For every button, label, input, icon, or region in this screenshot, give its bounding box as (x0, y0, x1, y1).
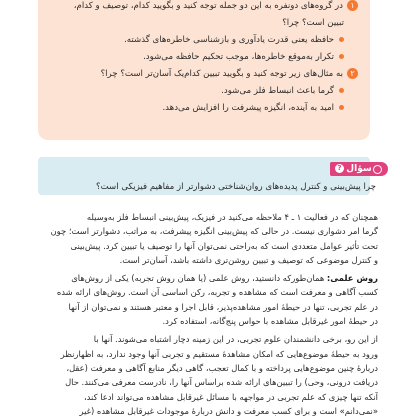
paragraph-line: گرما امر دشواری نیست. در حالی که پیش‌بینی انگیزه پیشرفت، به مراتب، دشوارتر است؛ چون (50, 226, 378, 237)
paragraph-line: از این رو، برخی دانشمندان علوم تجربی، در این زمینه دچار اشتباه می‌شوند. آنها با (93, 334, 378, 345)
paragraph-line: ورود به حیطهٔ موضوع‌هایی که امکان مشاهدهٔ مستقیم و تجربی آنها وجود ندارد، به اظهارنظر (60, 348, 378, 359)
scientific-method-term: روش علمی: (326, 273, 378, 284)
bullet-icon (339, 105, 344, 110)
activity-bullet (46, 100, 358, 116)
bullet-text: تکرار به‌موقع خاطره‌ها، موجب تحکیم حافظه می‌شود. (143, 52, 334, 62)
activity-bullet (46, 32, 358, 48)
question-mark-icon: ? (335, 164, 344, 173)
bullet-text: حافظه یعنی قدرت یادآوری و بازشناسی خاطره‌های گذشته. (124, 35, 334, 45)
activity-item-1 (46, 0, 358, 14)
question-title: سؤال (346, 164, 372, 174)
activity-item-1-cont (46, 15, 358, 31)
activity-number-badge: ۱ (347, 0, 358, 11)
question-dot-icon (373, 165, 382, 174)
body-text (24, 210, 378, 418)
paragraph-line: کسب آگاهی و معرفت است که مشاهده و تجربه، رکن اساسی آن است. روش‌های ارائه شده (56, 287, 378, 298)
activity-item-2 (46, 66, 358, 82)
activity-bullet (46, 49, 358, 65)
question-header (330, 162, 388, 176)
paragraph-line: «نمی‌دانم» است و برای کسب معرفت و دانش دربارهٔ موجودات غیرقابل مشاهده (غیر (79, 405, 378, 416)
paragraph-line: دریافت درونی، وحی) را تبیین‌های ارائه شده براساس آنها را، نادرست معرفی می‌کنند. حال (65, 377, 378, 388)
paragraph-line: آنکه تنها چیزی که علم تجربی در مواجهه با مسائل غیرقابل مشاهده می‌تواند ادعا کند، (83, 391, 378, 402)
bullet-icon (339, 37, 344, 42)
paragraph-line: همچنان که در فعالیت ۱ ـ ۴ ملاحظه می‌کنید در فیزیک، پیش‌بینی انبساط فلز به‌وسیله (86, 212, 378, 222)
question-text: چرا پیش‌بینی و کنترل پدیده‌های روان‌شناختی دشوارتر از مفاهیم فیزیکی است؟ (96, 182, 376, 192)
activity-bullet (46, 83, 358, 99)
paragraph-text: همان‌طورکه دانستید، روش علمی (یا همان روش تجربه) یکی از روش‌های (71, 273, 327, 284)
bullet-icon (339, 88, 344, 93)
activity-question-1: در گروه‌های دونفره به این دو جمله توجه کنید و بگویید کدام، توصیف و کدام، (73, 1, 343, 11)
bullet-text: گرما باعث انبساط فلز می‌شود. (221, 86, 334, 96)
activity-box (38, 0, 370, 140)
paragraph-line: در حیطهٔ امور غیرقابل مشاهده با حواس پنج‌گانه، استفاده کرد. (162, 316, 378, 327)
activity-question-2: به مثال‌های زیر توجه کنید و بگویید تبیین کدام‌یک آسان‌تر است؟ چرا؟ (100, 69, 343, 79)
paragraph-line: تحت تأثیر عوامل متعددی است که به‌راحتی نمی‌توان آنها را توصیف یا تبیین کرد. پیش‌بینی (70, 240, 378, 251)
paragraph-line (24, 271, 378, 285)
paragraph-line: و کنترل موضوعی که توصیف و تبیین روشن‌تری داشته باشد، آسان‌تر است. (119, 254, 378, 265)
paragraph-line: در علم تجربی، تنها در حیطهٔ امور مشاهده‌پذیر، قابل اجرا و معتبر هستند و نمی‌توان از آنها (68, 301, 378, 312)
paragraph-line: دربارهٔ چنین موضوع‌هایی پرداخته و با کمال تعجب، گاهی دیگر منابع آگاهی و معرفت (عقل، (66, 362, 378, 373)
activity-number-badge: ۲ (347, 68, 358, 79)
bullet-icon (339, 54, 344, 59)
bullet-text: امید به آینده، انگیزه پیشرفت را افزایش می‌دهد. (162, 103, 334, 113)
activity-question-1-cont: تبیین است؟ چرا؟ (282, 18, 344, 28)
